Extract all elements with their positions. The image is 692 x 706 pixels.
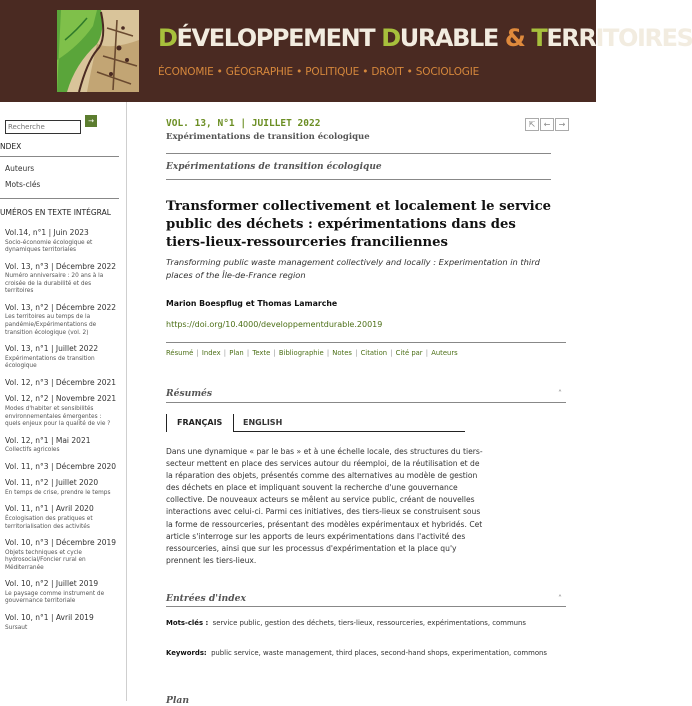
toc-link[interactable]: Citation <box>360 349 388 357</box>
issue-item[interactable] <box>5 436 117 455</box>
separator: | <box>324 349 332 357</box>
separator: | <box>352 349 360 357</box>
section-plan <box>166 695 566 706</box>
first-page-button[interactable]: ⇱ <box>525 118 539 131</box>
separator: | <box>221 349 229 357</box>
volume-label[interactable]: VOL. 13, N°1 | JUILLET 2022 <box>166 118 321 129</box>
issue-volume[interactable]: Vol. 10, n°3 | Décembre 2019 <box>5 538 117 548</box>
issue-description: Expérimentations de transition écologique <box>5 355 95 370</box>
toc-link[interactable]: Index <box>201 349 221 357</box>
issue-description: Collectifs agricoles <box>5 447 60 454</box>
back-to-top-icon[interactable]: ˄ <box>558 593 562 603</box>
section-title: Plan <box>166 695 190 706</box>
index-heading: NDEX <box>0 142 22 151</box>
article-title: Transformer collectivement et localement le service public des déchets : expérimentations dans des tiers-lieux-ressourceries franciliennes <box>166 199 552 250</box>
separator: | <box>388 349 395 357</box>
tab-border <box>233 414 234 432</box>
toc-link[interactable]: Auteurs <box>431 349 458 357</box>
issue-description: Socio-économie écologique et dynamiques territoriales <box>5 239 93 254</box>
issue-item[interactable] <box>5 504 117 531</box>
tab-border <box>166 414 167 432</box>
separator: | <box>194 349 201 357</box>
title-part: & <box>504 24 532 52</box>
issue-description: Sursaut <box>5 624 28 631</box>
article-toc-links <box>166 349 458 357</box>
issue-volume[interactable]: Vol. 11, n°3 | Décembre 2020 <box>5 461 117 471</box>
toc-link[interactable]: Résumé <box>166 349 194 357</box>
title-part: ERRITOIRES <box>546 24 692 52</box>
issue-description: Écologisation des pratiques et territorialisation des activités <box>5 515 93 530</box>
search-input[interactable] <box>5 120 81 134</box>
divider <box>0 156 119 157</box>
issues-list <box>5 228 117 639</box>
separator: | <box>244 349 252 357</box>
language-tabs <box>166 414 466 432</box>
issue-item[interactable] <box>5 262 117 296</box>
toc-link[interactable]: Notes <box>332 349 352 357</box>
abstract-text: Dans une dynamique « par le bas » et à une échelle locale, des structures du tiers-secteur mettent en place des services autour du réemploi, de la réutilisation et de la réparation des objets, présentés comme des alternatives au modèle de gestion des déchets en place et impliquant souvent la recherche d'une gouvernance collective. De nouveaux acteurs se mêlent au service public, créant de nouvelles interactions avec celui-ci. Parmi ces initiatives, des tiers-lieux se construisent sous la forme de ressourceries, présentant des modèles expérimentaux et hybridés. Cet article s'interroge sur les apports de leurs expérimentations dans l'activité des ressourceries, ainsi que sur les processus d'expérimentation et la place qu'y prennent les tiers-lieux. <box>166 447 483 565</box>
issue-description: Objets techniques et cycle hydrosocial/Foncier rural en Méditerranée <box>5 549 86 571</box>
toc-link[interactable]: Cité par <box>395 349 423 357</box>
issue-item[interactable] <box>5 344 117 371</box>
search-form <box>5 114 94 134</box>
section-resumes <box>166 388 566 399</box>
issue-volume[interactable]: Vol. 12, n°3 | Décembre 2021 <box>5 377 117 387</box>
sidebar-link-authors[interactable]: Auteurs <box>5 164 35 173</box>
issue-item[interactable] <box>5 613 117 632</box>
site-header <box>0 0 692 102</box>
issue-description: En temps de crise, prendre le temps <box>5 489 111 496</box>
next-button[interactable]: → <box>555 118 569 131</box>
tab-baseline <box>233 431 465 432</box>
issue-volume[interactable]: Vol. 11, n°2 | Juillet 2020 <box>5 478 99 488</box>
divider <box>166 402 566 403</box>
issue-item[interactable] <box>5 303 117 337</box>
title-part: D <box>381 24 400 52</box>
divider <box>166 153 551 154</box>
issue-description: Les territoires au temps de la pandémie/Expérimentations de transition écologique (vol. 2) <box>5 314 97 336</box>
keywords-label: Keywords: <box>166 649 207 657</box>
divider <box>166 179 551 180</box>
title-part: T <box>531 24 547 52</box>
section-title: Entrées d'index <box>166 593 246 604</box>
section-index-entries <box>166 593 566 604</box>
issue-volume[interactable]: Vol. 10, n°2 | Juillet 2019 <box>5 579 99 589</box>
volume-subtitle: Expérimentations de transition écologique <box>166 132 370 142</box>
issue-item[interactable] <box>5 478 117 497</box>
toc-link[interactable]: Bibliographie <box>278 349 324 357</box>
issue-volume[interactable]: Vol. 10, n°1 | Avril 2019 <box>5 613 94 623</box>
issue-volume[interactable]: Vol. 12, n°1 | Mai 2021 <box>5 435 91 445</box>
doi-link[interactable]: https://doi.org/10.4000/developpementdurable.20019 <box>166 320 383 329</box>
sidebar-link-keywords[interactable]: Mots-clés <box>5 180 41 189</box>
issue-item[interactable] <box>5 579 117 606</box>
article-main <box>166 102 568 706</box>
issue-description: Le paysage comme instrument de gouvernance territoriale <box>5 590 105 605</box>
mots-cles-list[interactable]: service public, gestion des déchets, tiers-lieux, ressourceries, expérimentations, communs <box>212 619 527 627</box>
title-part: URABLE <box>399 24 505 52</box>
issue-description: Numéro anniversaire : 20 ans à la croisée de la durabilité et des territoires <box>5 273 104 295</box>
divider <box>166 606 566 607</box>
keywords <box>166 648 551 659</box>
rubric-label[interactable]: Expérimentations de transition écologique <box>166 162 382 172</box>
issue-volume[interactable]: Vol. 13, n°3 | Décembre 2022 <box>5 261 117 271</box>
title-part: D <box>158 24 177 52</box>
article-authors[interactable]: Marion Boespflug et Thomas Lamarche <box>166 299 338 308</box>
toc-link[interactable]: Texte <box>252 349 271 357</box>
issue-item[interactable] <box>5 378 117 388</box>
journal-disciplines: ÉCONOMIE • GÉOGRAPHIE • POLITIQUE • DROIT • SOCIOLOGIE <box>158 66 480 78</box>
back-to-top-icon[interactable]: ˄ <box>558 388 562 398</box>
issue-volume[interactable]: Vol. 12, n°2 | Novembre 2021 <box>5 394 117 404</box>
issue-volume[interactable]: Vol. 11, n°1 | Avril 2020 <box>5 504 94 514</box>
issue-item[interactable] <box>5 394 117 428</box>
separator: | <box>423 349 431 357</box>
mots-cles <box>166 618 551 629</box>
tab-english[interactable]: ENGLISH <box>243 418 283 427</box>
tab-francais[interactable]: FRANÇAIS <box>177 418 223 427</box>
issue-description: Modes d'habiter et sensibilités environnementales émergentes : quels enjeux pour la qualité de vie ? <box>5 405 111 428</box>
issue-item[interactable] <box>5 462 117 472</box>
article-subtitle: Transforming public waste management collectively and locally : Experimentation in third places of the Île-de-France region <box>166 257 540 280</box>
issue-item[interactable] <box>5 538 117 572</box>
previous-button[interactable]: ← <box>540 118 554 131</box>
issue-item[interactable] <box>5 228 117 255</box>
section-title: Résumés <box>166 388 213 399</box>
title-part: ÉVELOPPEMENT <box>176 24 382 52</box>
divider <box>0 198 119 199</box>
search-button[interactable]: → <box>85 115 97 127</box>
separator: | <box>271 349 278 357</box>
journal-title[interactable] <box>158 24 692 52</box>
issues-heading: UMÉROS EN TEXTE INTÉGRAL <box>0 208 111 217</box>
issue-navigation <box>524 112 569 131</box>
issue-volume[interactable]: Vol. 13, n°2 | Décembre 2022 <box>5 302 117 312</box>
issue-volume[interactable]: Vol. 13, n°1 | Juillet 2022 <box>5 344 99 354</box>
issue-volume[interactable]: Vol.14, n°1 | Juin 2023 <box>5 228 89 237</box>
mots-cles-label: Mots-clés : <box>166 619 209 627</box>
sidebar <box>0 102 127 701</box>
toc-link[interactable]: Plan <box>229 349 244 357</box>
keywords-list[interactable]: public service, waste management, third places, second-hand shops, experimentation, commons <box>211 649 548 657</box>
divider <box>166 342 566 343</box>
journal-logo[interactable] <box>57 10 139 92</box>
